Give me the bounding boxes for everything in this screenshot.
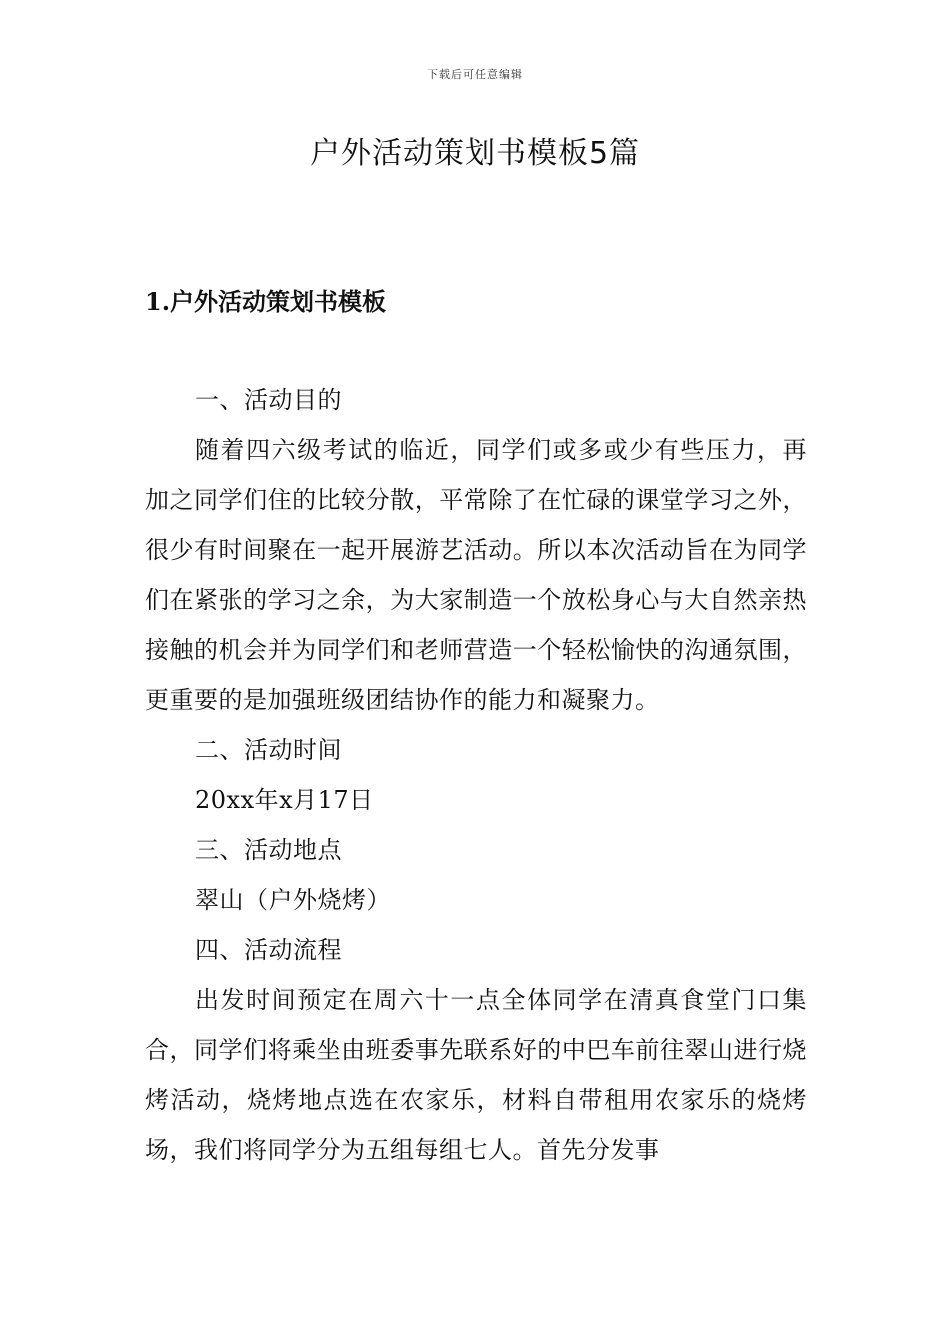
- paragraph-purpose: 随着四六级考试的临近，同学们或多或少有些压力，再加之同学们住的比较分散，平常除了在忙碌的课堂学习之外，很少有时间聚在一起开展游艺活动。所以本次活动旨在为同学们在紧张的学习之余，为大家制造一个放松身心与大自然亲热接触的机会并为同学们和老师营造一个轻松愉快的沟通氛围，更重要的是加强班级团结协作的能力和凝聚力。: [145, 436, 807, 714]
- document-title: 户外活动策划书模板5篇: [309, 136, 641, 171]
- paragraph-heading-purpose: 一、活动目的: [195, 386, 342, 414]
- paragraph-process: 出发时间预定在周六十一点全体同学在清真食堂门口集合，同学们将乘坐由班委事先联系好的中巴车前往翠山进行烧烤活动，烧烤地点选在农家乐，材料自带租用农家乐的烧烤场，我们将同学分为五组每组七人。首先分发事: [145, 986, 807, 1164]
- header-note: 下载后可任意编辑: [427, 68, 523, 81]
- paragraph-location: 翠山（户外烧烤）: [195, 886, 391, 914]
- paragraph-heading-location: 三、活动地点: [195, 836, 342, 864]
- document-body: [145, 375, 807, 1175]
- paragraph-heading-time: 二、活动时间: [195, 736, 342, 764]
- section-title: 1.户外活动策划书模板: [145, 287, 387, 316]
- paragraph-heading-process: 四、活动流程: [195, 936, 342, 964]
- paragraph-time: 20xx年x月17日: [195, 786, 374, 814]
